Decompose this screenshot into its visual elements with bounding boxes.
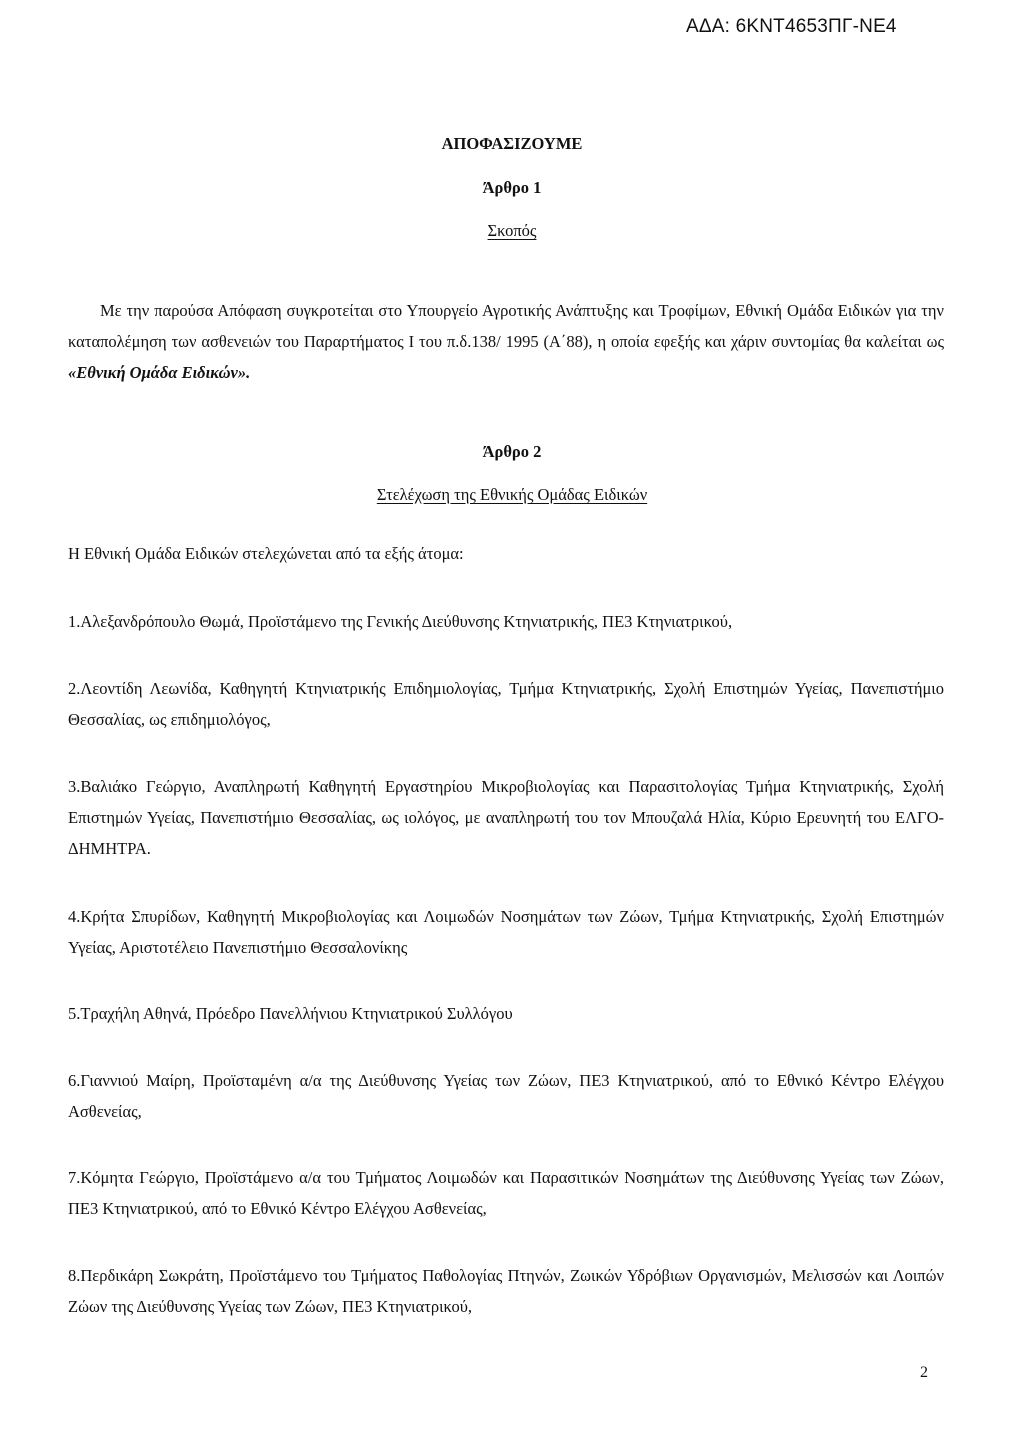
member-item: 6.Γιαννιού Μαίρη, Προϊσταμένη α/α της Διεύθυνσης Υγείας των Ζώων, ΠΕ3 Κτηνιατρικού, από το Εθνικό Κέντρο Ελέγχου Ασθενείας, [68,1071,944,1121]
member-item: 1.Αλεξανδρόπουλο Θωμά, Προϊστάμενο της Γενικής Διεύθυνσης Κτηνιατρικής, ΠΕ3 Κτηνιατρικού, [68,612,733,631]
article1-title: Άρθρο 1 [482,178,542,197]
ada-code: ΑΔΑ: 6ΚΝΤ4653ΠΓ-ΝΕ4 [686,16,897,37]
article1-emphasis: «Εθνική Ομάδα Ειδικών». [68,363,251,382]
article1-text: Με την παρούσα Απόφαση συγκροτείται στο Υπουργείο Αγροτικής Ανάπτυξης και Τροφίμων, Εθνική Ομάδα Ειδικών για την καταπολέμηση των ασθενειών του Παραρτήματος Ι του π.δ.138/ 1995 (Α΄88), η οποία εφεξής και χάριν συντομίας θα καλείται ως [68,301,944,351]
member-item: 4.Κρήτα Σπυρίδων, Καθηγητή Μικροβιολογίας και Λοιμωδών Νοσημάτων των Ζώων, Τμήμα Κτηνιατρικής, Σχολή Επιστημών Υγείας, Αριστοτέλειο Πανεπιστήμιο Θεσσαλονίκης [68,907,944,957]
page-number: 2 [920,1364,928,1381]
article2-subtitle: Στελέχωση της Εθνικής Ομάδας Ειδικών [376,485,648,504]
article2-intro: Η Εθνική Ομάδα Ειδικών στελεχώνεται από τα εξής άτομα: [68,544,464,563]
article1-paragraph [68,295,944,388]
member-item: 8.Περδικάρη Σωκράτη, Προϊστάμενο του Τμήματος Παθολογίας Πτηνών, Ζωικών Υδρόβιων Οργανισμών, Μελισσών και Λοιπών Ζώων της Διεύθυνσης Υγείας των Ζώων, ΠΕ3 Κτηνιατρικού, [68,1266,944,1316]
decision-title: ΑΠΟΦΑΣΙΖΟΥΜΕ [441,134,583,153]
member-item: 3.Βαλιάκο Γεώργιο, Αναπληρωτή Καθηγητή Εργαστηρίου Μικροβιολογίας και Παρασιτολογίας Τμήμα Κτηνιατρικής, Σχολή Επιστημών Υγείας, Πανεπιστήμιο Θεσσαλίας, ως ιολόγος, με αναπληρωτή του τον Μπουζαλά Ηλία, Κύριο Ερευνητή του ΕΛΓΟ-ΔΗΜΗΤΡΑ. [68,777,944,858]
member-item: 5.Τραχήλη Αθηνά, Πρόεδρο Πανελλήνιου Κτηνιατρικού Συλλόγου [68,1004,513,1023]
article1-subtitle: Σκοπός [487,221,537,240]
member-item: 7.Κόμητα Γεώργιο, Προϊστάμενο α/α του Τμήματος Λοιμωδών και Παρασιτικών Νοσημάτων της Διεύθυνσης Υγείας των Ζώων, ΠΕ3 Κτηνιατρικού, από το Εθνικό Κέντρο Ελέγχου Ασθενείας, [68,1168,944,1218]
article2-title: Άρθρο 2 [482,442,542,461]
member-item: 2.Λεοντίδη Λεωνίδα, Καθηγητή Κτηνιατρικής Επιδημιολογίας, Τμήμα Κτηνιατρικής, Σχολή Επιστημών Υγείας, Πανεπιστήμιο Θεσσαλίας, ως επιδημιολόγος, [68,679,944,729]
